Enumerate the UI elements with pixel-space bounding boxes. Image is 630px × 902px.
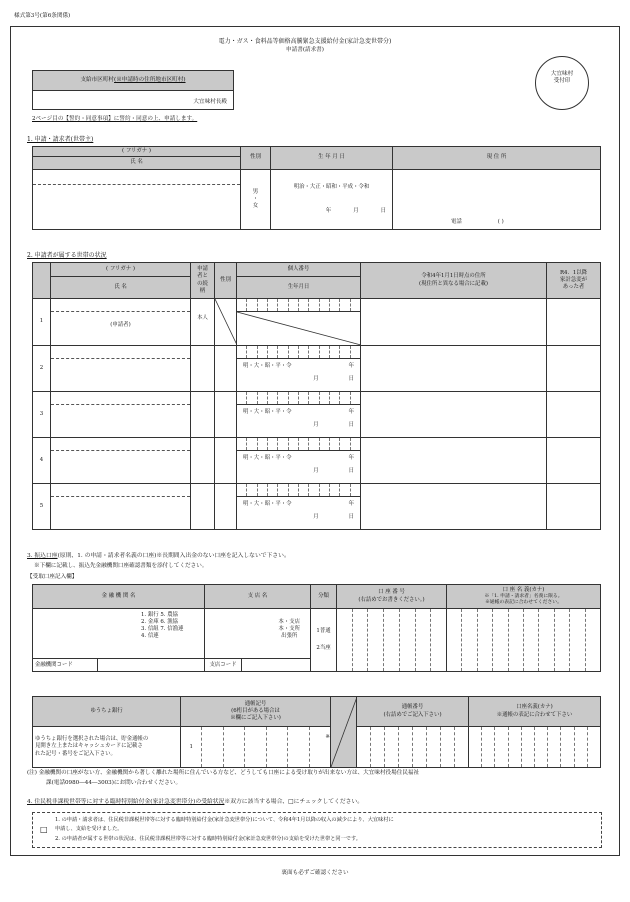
- phone-paren: ( ): [497, 218, 504, 225]
- personal-number-header: 個人番号: [237, 263, 361, 277]
- era-options: 明治・大正・昭和・平成・令和: [293, 184, 370, 191]
- account-holder-header: 口 座 名 義(カナ) ※「1. 申請・請求者」名義に限る。 ※通帳の表記に合わせてください。: [447, 585, 601, 609]
- row1-gender-field: [215, 299, 237, 346]
- relation-field[interactable]: [191, 438, 215, 484]
- number-header: 通帳番号 (右詰めでご記入下さい): [357, 697, 469, 727]
- yucho-table: [32, 696, 601, 768]
- member-name-field[interactable]: [51, 484, 191, 530]
- gender-header: 性別: [241, 147, 271, 170]
- footer-note: 裏面も必ずご確認ください: [281, 870, 349, 876]
- gender-options[interactable]: [241, 170, 271, 230]
- gender-field[interactable]: [215, 438, 237, 484]
- yucho-header: ゆうちょ銀行: [33, 697, 181, 727]
- gender-field[interactable]: [215, 346, 237, 392]
- row-number: 4: [33, 438, 51, 484]
- gender-male: 男: [252, 188, 259, 195]
- dob-field[interactable]: [271, 170, 393, 230]
- row-number: 5: [33, 484, 51, 530]
- bank-name-field[interactable]: 1. 銀行 5. 農協 2. 金庫 6. 漁協 3. 信組 7. 信漁連 4. 信連 金融機関コード: [33, 609, 205, 672]
- section4-checkbox[interactable]: □: [40, 825, 48, 834]
- gender-field[interactable]: [215, 392, 237, 438]
- r4-field[interactable]: [547, 346, 601, 392]
- section4-item2: 2. の申請者が属する世帯の状況は、住民税非課税世帯等に対する臨時特別給付金(家計急変世帯分)の支給を受けた世帯と同一です。: [55, 836, 361, 842]
- relation-field[interactable]: [191, 392, 215, 438]
- section2-heading: 2. 申請者が属する世帯の状況: [27, 252, 107, 259]
- relation-field[interactable]: [191, 346, 215, 392]
- category-field[interactable]: [311, 609, 337, 672]
- section4-item1a: 1. の申請・請求者は、住民税非課税世帯等に対する臨時特別給付金(家計急変世帯分)について、令和4年1月以降の収入の減少により、大宜味村に: [55, 817, 394, 823]
- row-number: 1: [33, 299, 51, 346]
- dob-header: 生 年 月 日: [271, 147, 393, 170]
- form-title: 電力・ガス・食料品等価格高騰緊急支援給付金(家計急変世帯分): [218, 38, 392, 45]
- form-subtitle: 申請書(請求書): [286, 47, 324, 53]
- hh-gender-header: 性別: [215, 263, 237, 299]
- number-field[interactable]: [357, 727, 469, 768]
- phone-label: 電話: [451, 218, 462, 225]
- account-holder-field[interactable]: [447, 609, 601, 672]
- personal-number-dob-field[interactable]: 明・大・昭・平・令 年 月 日: [237, 346, 361, 392]
- personal-number-dob-field[interactable]: 明・大・昭・平・令 年 月 日: [237, 484, 361, 530]
- section3-heading: 3. 振込口座(原則、1. の申請・請求者名義の口座)※長期間入出金のない口座を記入しないで下さい。: [27, 553, 290, 559]
- address-field[interactable]: [361, 484, 547, 530]
- branch-header: 支 店 名: [205, 585, 311, 609]
- member-name-field[interactable]: [51, 392, 191, 438]
- applicant-name-field[interactable]: [33, 170, 241, 230]
- table-row: [33, 392, 601, 438]
- furigana-header: ( フリガナ ): [33, 147, 241, 157]
- member-name-field[interactable]: [51, 299, 191, 346]
- recipient-box: [32, 70, 234, 110]
- member-name-field[interactable]: [51, 438, 191, 484]
- table-row: [33, 484, 601, 530]
- branch-field[interactable]: 本・支店 本・支所 出張所 支店コード: [205, 609, 311, 672]
- name-header: 氏 名: [33, 157, 241, 170]
- relation-header: 申請 者と の続 柄: [191, 263, 215, 299]
- hh-address-header: 令和4年1月1日時点の住所 (現住所と異なる場合に記載): [361, 263, 547, 299]
- applicant-table: [32, 146, 601, 230]
- r4-header: R4．1以降 家計急変が あった者: [547, 263, 601, 299]
- year-label: 年: [325, 207, 332, 214]
- bank-code-input[interactable]: [98, 659, 204, 671]
- gender-field[interactable]: [215, 484, 237, 530]
- footnote-line2: 課(電話0980―44―3003)にお問い合わせください。: [46, 780, 182, 786]
- hh-name-header: 氏 名: [51, 277, 191, 299]
- gender-dot: ・: [252, 195, 259, 202]
- address-field[interactable]: [361, 438, 547, 484]
- relation-field[interactable]: [191, 484, 215, 530]
- municipality-note: (※申請時の住所地市区町村): [114, 77, 186, 83]
- table-row: [33, 299, 601, 346]
- table-row: [33, 346, 601, 392]
- branch-code-label: 支店コード: [205, 659, 242, 671]
- intro-text: 2ページ目の【誓約・同意事項】に誓約・同意の上、申請します。: [32, 116, 198, 122]
- personal-number-dob-field[interactable]: 明・大・昭・平・令 年 月 日: [237, 392, 361, 438]
- address-field[interactable]: [361, 392, 547, 438]
- personal-number-dob-field[interactable]: 明・大・昭・平・令 年 月 日: [237, 438, 361, 484]
- bank-name-header: 金 融 機 関 名: [33, 585, 205, 609]
- branch-code-input[interactable]: [242, 659, 310, 671]
- hh-dob-header: 生年月日: [237, 277, 361, 299]
- municipality-label: 支給市区町村: [80, 77, 115, 83]
- row1-personal-number[interactable]: [237, 299, 361, 346]
- table-row: [33, 438, 601, 484]
- symbol-header: 通帳記号 (6桁目がある場合は ※欄にご記入下さい): [181, 697, 331, 727]
- r4-field[interactable]: [547, 484, 601, 530]
- reception-stamp: [535, 56, 589, 110]
- section1-heading: 1. 申請・請求者(世帯主): [27, 136, 94, 143]
- footnote-line1: (注) 金融機関の口座がない方、金融機関から著しく離れた場所に住んでいる方など、どうしても口座による受け取りが出来ない方は、大宜味村役場住民福祉: [27, 770, 420, 776]
- category-checking: 2当座: [316, 645, 331, 651]
- bank-block-label: 【受取口座記入欄】: [27, 574, 78, 580]
- row1-r4-field[interactable]: [547, 299, 601, 346]
- yucho-guide: ゆうちょ銀行を選択された場合は、貯金通帳の 見開き左上またはキャッシュカードに記載さ れた記号・番号をご記入下さい。: [33, 727, 181, 768]
- section3-note: ※下欄に記載し、振込先金融機関口座確認書類を添付してください。: [34, 563, 208, 569]
- section4-heading: 4. 住民税非課税世帯等に対する臨時特別給付金(家計急変世帯分)の受給状況※双方に該当する場合、□にチェックしてください。: [27, 799, 364, 805]
- address-field[interactable]: [361, 346, 547, 392]
- addressee: 大宜味村長殿: [193, 99, 227, 105]
- relation-self: 本人: [191, 299, 215, 346]
- row1-address-field[interactable]: [361, 299, 547, 346]
- row-number: 2: [33, 346, 51, 392]
- yucho-separator: [331, 697, 357, 768]
- applicant-label: (申請者): [110, 322, 131, 328]
- r4-field[interactable]: [547, 438, 601, 484]
- r4-field[interactable]: [547, 392, 601, 438]
- stamp-line1: 大宜味村: [550, 71, 574, 77]
- category-ordinary: 1普通: [316, 627, 331, 634]
- section4-box: [32, 812, 602, 848]
- section4-item1b: 申請し、支給を受けました。: [55, 826, 123, 832]
- symbol-prefix: 1: [181, 727, 202, 767]
- yucho-holder-header: 口座名義(カナ) ※通帳の表記に合わせて下さい: [469, 697, 601, 727]
- stamp-line2: 受付印: [553, 77, 571, 84]
- yucho-holder-field[interactable]: [469, 727, 601, 768]
- category-header: 分類: [311, 585, 337, 609]
- bank-account-table: [32, 584, 601, 672]
- address-field[interactable]: [393, 170, 601, 230]
- form-number: 様式第3号(第6条関係): [14, 13, 71, 19]
- household-table: [32, 262, 601, 530]
- account-number-field[interactable]: [337, 609, 447, 672]
- symbol-mark: ※: [325, 734, 330, 740]
- gender-female: 女: [252, 203, 259, 209]
- row-number: 3: [33, 392, 51, 438]
- bank-code-label: 金融機関コード: [33, 659, 98, 671]
- account-number-header: 口 座 番 号 (右詰めでお書きください。): [337, 585, 447, 609]
- month-label: 月: [353, 207, 359, 214]
- symbol-field[interactable]: [181, 727, 331, 768]
- address-header: 現 住 所: [393, 147, 601, 170]
- day-label: 日: [380, 207, 386, 214]
- member-name-field[interactable]: [51, 346, 191, 392]
- hh-furigana-header: ( フリガナ ): [51, 263, 191, 277]
